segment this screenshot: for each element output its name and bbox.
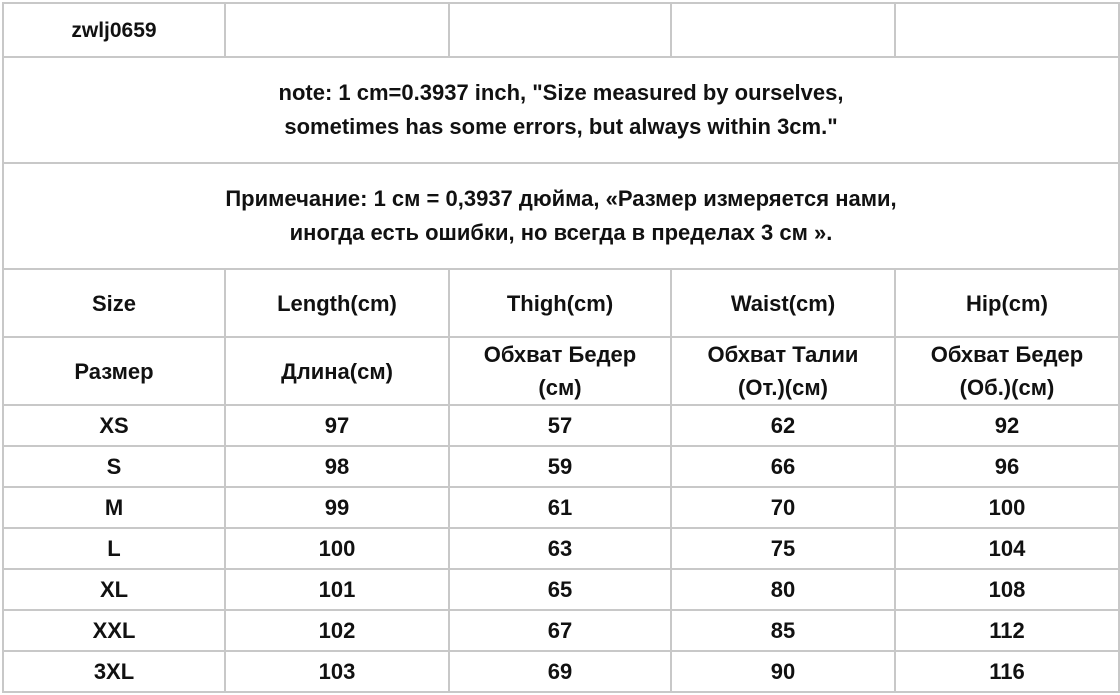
cell-waist: 75 <box>671 528 895 569</box>
cell-length: 99 <box>225 487 449 528</box>
cell-waist: 62 <box>671 405 895 446</box>
cell-thigh: 61 <box>449 487 671 528</box>
cell-waist: 66 <box>671 446 895 487</box>
product-code-row <box>3 3 1119 57</box>
cell-thigh: 65 <box>449 569 671 610</box>
table-row <box>3 569 1119 610</box>
cell-size: S <box>3 446 225 487</box>
cell-hip: 104 <box>895 528 1119 569</box>
note-russian-line-1: Примечание: 1 см = 0,3937 дюйма, «Размер измеряется нами, <box>225 186 897 211</box>
cell-size: 3XL <box>3 651 225 692</box>
cell-hip: 112 <box>895 610 1119 651</box>
header-ru-thigh <box>449 337 671 405</box>
note-english-line-1: note: 1 cm=0.3937 inch, "Size measured by ourselves, <box>278 80 844 105</box>
header-ru-length-line-1: Длина(см) <box>281 358 393 384</box>
header-thigh: Thigh(cm) <box>449 269 671 337</box>
header-length: Length(cm) <box>225 269 449 337</box>
header-ru-thigh-line-2: (см) <box>538 375 582 400</box>
size-chart-table <box>2 2 1120 693</box>
table-row <box>3 405 1119 446</box>
header-russian-row <box>3 337 1119 405</box>
header-ru-waist-line-2: (От.)(см) <box>738 375 828 400</box>
cell-length: 100 <box>225 528 449 569</box>
cell-hip: 100 <box>895 487 1119 528</box>
header-ru-thigh-line-1: Обхват Бедер <box>483 342 637 367</box>
cell-hip: 116 <box>895 651 1119 692</box>
cell-size: L <box>3 528 225 569</box>
note-english-line-2: sometimes has some errors, but always within 3cm." <box>284 114 838 139</box>
note-russian <box>3 163 1119 269</box>
cell-length: 97 <box>225 405 449 446</box>
header-ru-waist <box>671 337 895 405</box>
header-english-row <box>3 269 1119 337</box>
table-row <box>3 610 1119 651</box>
header-ru-size <box>3 337 225 405</box>
cell-thigh: 59 <box>449 446 671 487</box>
empty-cell <box>671 3 895 57</box>
cell-length: 102 <box>225 610 449 651</box>
cell-size: XXL <box>3 610 225 651</box>
header-size: Size <box>3 269 225 337</box>
cell-thigh: 63 <box>449 528 671 569</box>
empty-cell <box>225 3 449 57</box>
header-ru-hip-line-1: Обхват Бедер <box>930 342 1084 367</box>
cell-thigh: 57 <box>449 405 671 446</box>
cell-waist: 80 <box>671 569 895 610</box>
table-row <box>3 528 1119 569</box>
header-ru-size-line-1: Размер <box>74 358 154 384</box>
header-waist: Waist(cm) <box>671 269 895 337</box>
cell-size: XS <box>3 405 225 446</box>
cell-size: M <box>3 487 225 528</box>
empty-cell <box>449 3 671 57</box>
cell-hip: 92 <box>895 405 1119 446</box>
cell-size: XL <box>3 569 225 610</box>
product-code: zwlj0659 <box>3 3 225 57</box>
header-ru-hip <box>895 337 1119 405</box>
cell-length: 101 <box>225 569 449 610</box>
cell-waist: 70 <box>671 487 895 528</box>
cell-thigh: 67 <box>449 610 671 651</box>
empty-cell <box>895 3 1119 57</box>
note-english <box>3 57 1119 163</box>
cell-length: 103 <box>225 651 449 692</box>
cell-hip: 96 <box>895 446 1119 487</box>
table-row <box>3 651 1119 692</box>
cell-waist: 85 <box>671 610 895 651</box>
cell-length: 98 <box>225 446 449 487</box>
note-russian-line-2: иногда есть ошибки, но всегда в пределах 3 см ». <box>289 220 833 245</box>
header-ru-hip-line-2: (Об.)(см) <box>959 375 1055 400</box>
note-russian-row <box>3 163 1119 269</box>
header-ru-waist-line-1: Обхват Талии <box>707 342 859 367</box>
table-row <box>3 487 1119 528</box>
header-ru-length <box>225 337 449 405</box>
header-hip: Hip(cm) <box>895 269 1119 337</box>
cell-thigh: 69 <box>449 651 671 692</box>
table-row <box>3 446 1119 487</box>
cell-hip: 108 <box>895 569 1119 610</box>
cell-waist: 90 <box>671 651 895 692</box>
note-english-row <box>3 57 1119 163</box>
